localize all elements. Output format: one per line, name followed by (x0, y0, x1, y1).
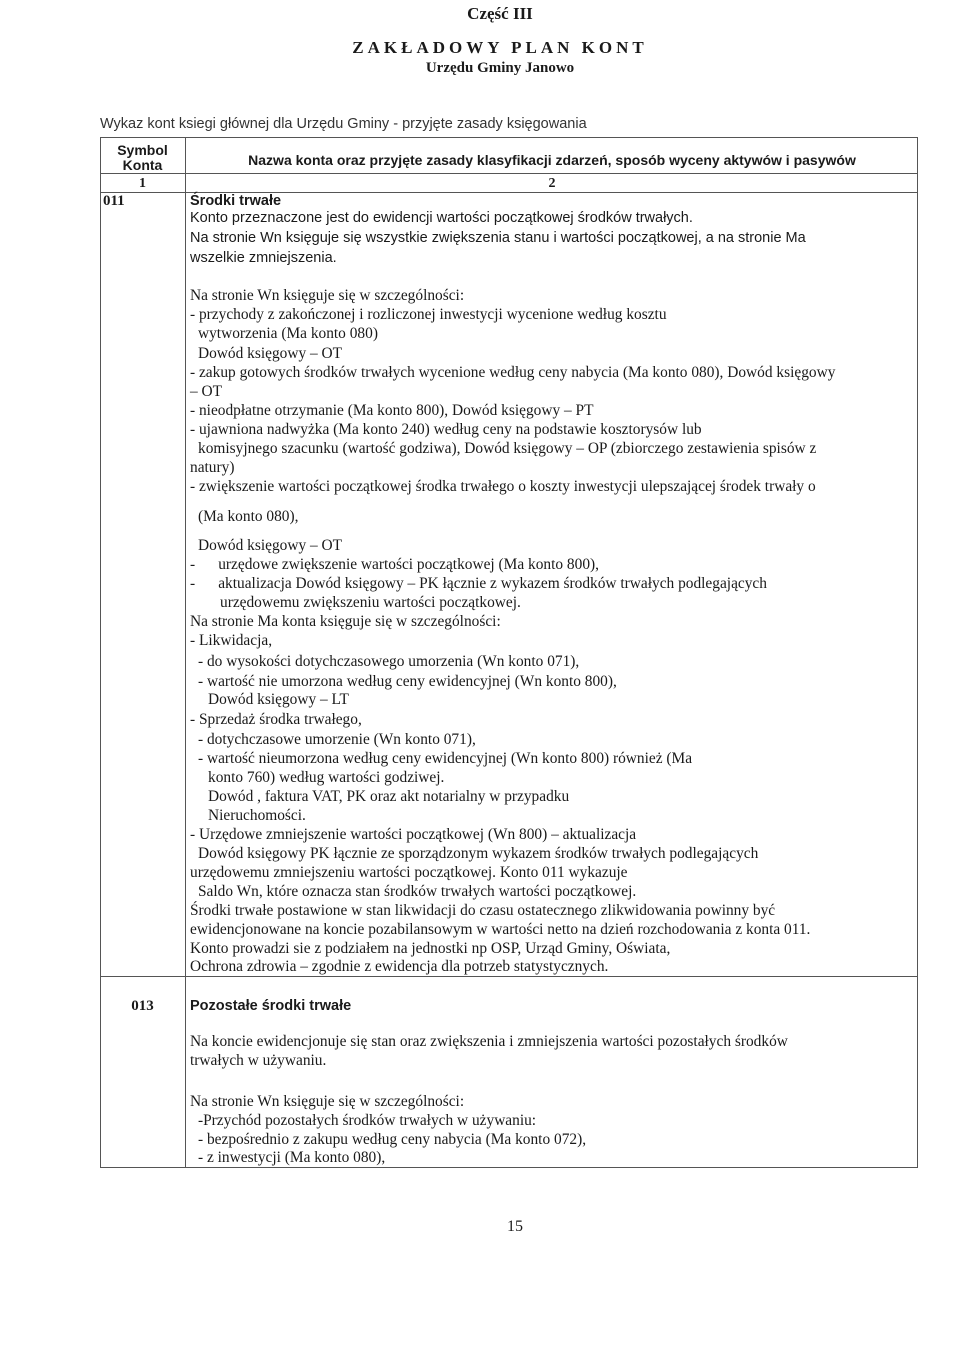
account-text-line: Konto prowadzi sie z podziałem na jednostki np OSP, Urząd Gminy, Oświata, (190, 940, 671, 957)
account-text-line: - przychody z zakończonej i rozliczonej inwestycji wycenione według kosztu (190, 306, 667, 323)
account-text-line: Dowód księgowy – LT (208, 691, 349, 708)
account-text-line: Na stronie Wn księguje się w szczególności: (190, 287, 465, 304)
account-text-line: - Likwidacja, (190, 632, 273, 649)
account-text-line: - wartość nie umorzona według ceny ewidencyjnej (Wn konto 800), (198, 673, 617, 690)
account-text-line: - zwiększenie wartości początkowej środka trwałego o koszty inwestycji ulepszającej środek trwały o (190, 478, 816, 495)
intro-line: Wykaz kont ksiegi głównej dla Urzędu Gminy - przyjęte zasady księgowania (100, 116, 587, 132)
part-heading: Część III (467, 4, 533, 23)
account-text-line: trwałych w używaniu. (190, 1052, 327, 1069)
account-text-line: ewidencjonowane na koncie pozabilansowym w wartości netto na dzień rozchodowania z konta 011. (190, 921, 811, 938)
account-text-line: Na stronie Wn księguje się wszystkie zwiększenia stanu i wartości początkowej, a na stronie Ma (190, 230, 806, 246)
account-text-line: Na stronie Wn księguje się w szczególności: (190, 1093, 465, 1110)
account-text-line: urzędowemu zmniejszeniu wartości początkowej. Konto 011 wykazuje (190, 864, 628, 881)
account-text-line: natury) (190, 459, 235, 476)
account-text-line: Dowód księgowy – OT (198, 345, 343, 362)
account-text-line: - Sprzedaż środka trwałego, (190, 711, 362, 728)
account-text-line: - do wysokości dotychczasowego umorzenia (Wn konto 071), (198, 653, 580, 670)
account-text-line: - dotychczasowe umorzenie (Wn konto 071), (198, 731, 476, 748)
account-text-line: Nieruchomości. (208, 807, 306, 824)
account-text-line: Środki trwałe postawione w stan likwidacji do czasu ostatecznego zlikwidowania powinny być (190, 902, 776, 919)
account-text-line: Konto przeznaczone jest do ewidencji wartości początkowej środków trwałych. (190, 210, 693, 226)
account-text-line: Ochrona zdrowia – zgodnie z ewidencja dla potrzeb statystycznych. (190, 958, 609, 975)
account-text-line: - aktualizacja Dowód księgowy – PK łącznie z wykazem środków trwałych podlegających (190, 575, 767, 592)
account-text-line: - wartość nieumorzona według ceny ewidencyjnej (Wn konto 800) również (Ma (198, 750, 693, 767)
document-title: ZAKŁADOWY PLAN KONT (352, 38, 648, 57)
column-number-2: 2 (548, 176, 556, 191)
account-text-line: - Urzędowe zmniejszenie wartości początkowej (Wn 800) – aktualizacja (190, 826, 637, 843)
account-text-line: -Przychód pozostałych środków trwałych w używaniu: (198, 1112, 537, 1129)
page-number: 15 (507, 1218, 523, 1235)
column-number-1: 1 (139, 176, 146, 191)
account-text-line: Dowód księgowy – OT (198, 537, 343, 554)
account-name: Pozostałe środki trwałe (190, 998, 352, 1014)
account-text-line: - nieodpłatne otrzymanie (Ma konto 800), Dowód księgowy – PT (190, 402, 594, 419)
column-divider (185, 137, 186, 1168)
account-symbol: 013 (131, 998, 154, 1014)
account-text-line: Na stronie Ma konta księguje się w szczególności: (190, 613, 501, 630)
header-symbol: Symbol Konta (117, 142, 168, 173)
account-text-line: Na koncie ewidencjonuje się stan oraz zwiększenia i zmniejszenia wartości pozostałych środków (190, 1033, 788, 1050)
account-text-line: konto 760) według wartości godziwej. (208, 769, 445, 786)
account-text-line: Saldo Wn, które oznacza stan środków trwałych wartości początkowej. (198, 883, 637, 900)
account-text-line: – OT (190, 383, 223, 400)
header-rule (100, 173, 918, 174)
row-rule (100, 976, 918, 977)
account-text-line: - urzędowe zwiększenie wartości początkowej (Ma konto 800), (190, 556, 599, 573)
account-text-line: - z inwestycji (Ma konto 080), (198, 1149, 386, 1166)
account-text-line: - ujawniona nadwyżka (Ma konto 240) według ceny na podstawie kosztorysów lub (190, 421, 702, 438)
account-text-line: - zakup gotowych środków trwałych wycenione według ceny nabycia (Ma konto 080), Dowód księgowy (190, 364, 836, 381)
account-text-line: komisyjnego szacunku (wartość godziwa), Dowód księgowy – OP (zbiorczego zestawienia spisów z (198, 440, 817, 457)
account-text-line: wszelkie zmniejszenia. (190, 250, 337, 266)
account-text-line: Dowód , faktura VAT, PK oraz akt notarialny w przypadku (208, 788, 570, 805)
account-text-line: urzędowemu zwiększeniu wartości początkowej. (220, 594, 521, 611)
account-text-line: wytworzenia (Ma konto 080) (198, 325, 378, 342)
account-text-line: (Ma konto 080), (198, 508, 299, 525)
document-subtitle: Urzędu Gminy Janowo (425, 60, 575, 76)
header-name: Nazwa konta oraz przyjęte zasady klasyfikacji zdarzeń, sposób wyceny aktywów i pasywów (248, 152, 856, 168)
account-text-line: - bezpośrednio z zakupu według ceny nabycia (Ma konto 072), (198, 1131, 587, 1148)
account-symbol: 011 (103, 193, 125, 209)
account-name: Środki trwałe (190, 193, 282, 209)
account-text-line: Dowód księgowy PK łącznie ze sporządzonym wykazem środków trwałych podlegających (198, 845, 759, 862)
